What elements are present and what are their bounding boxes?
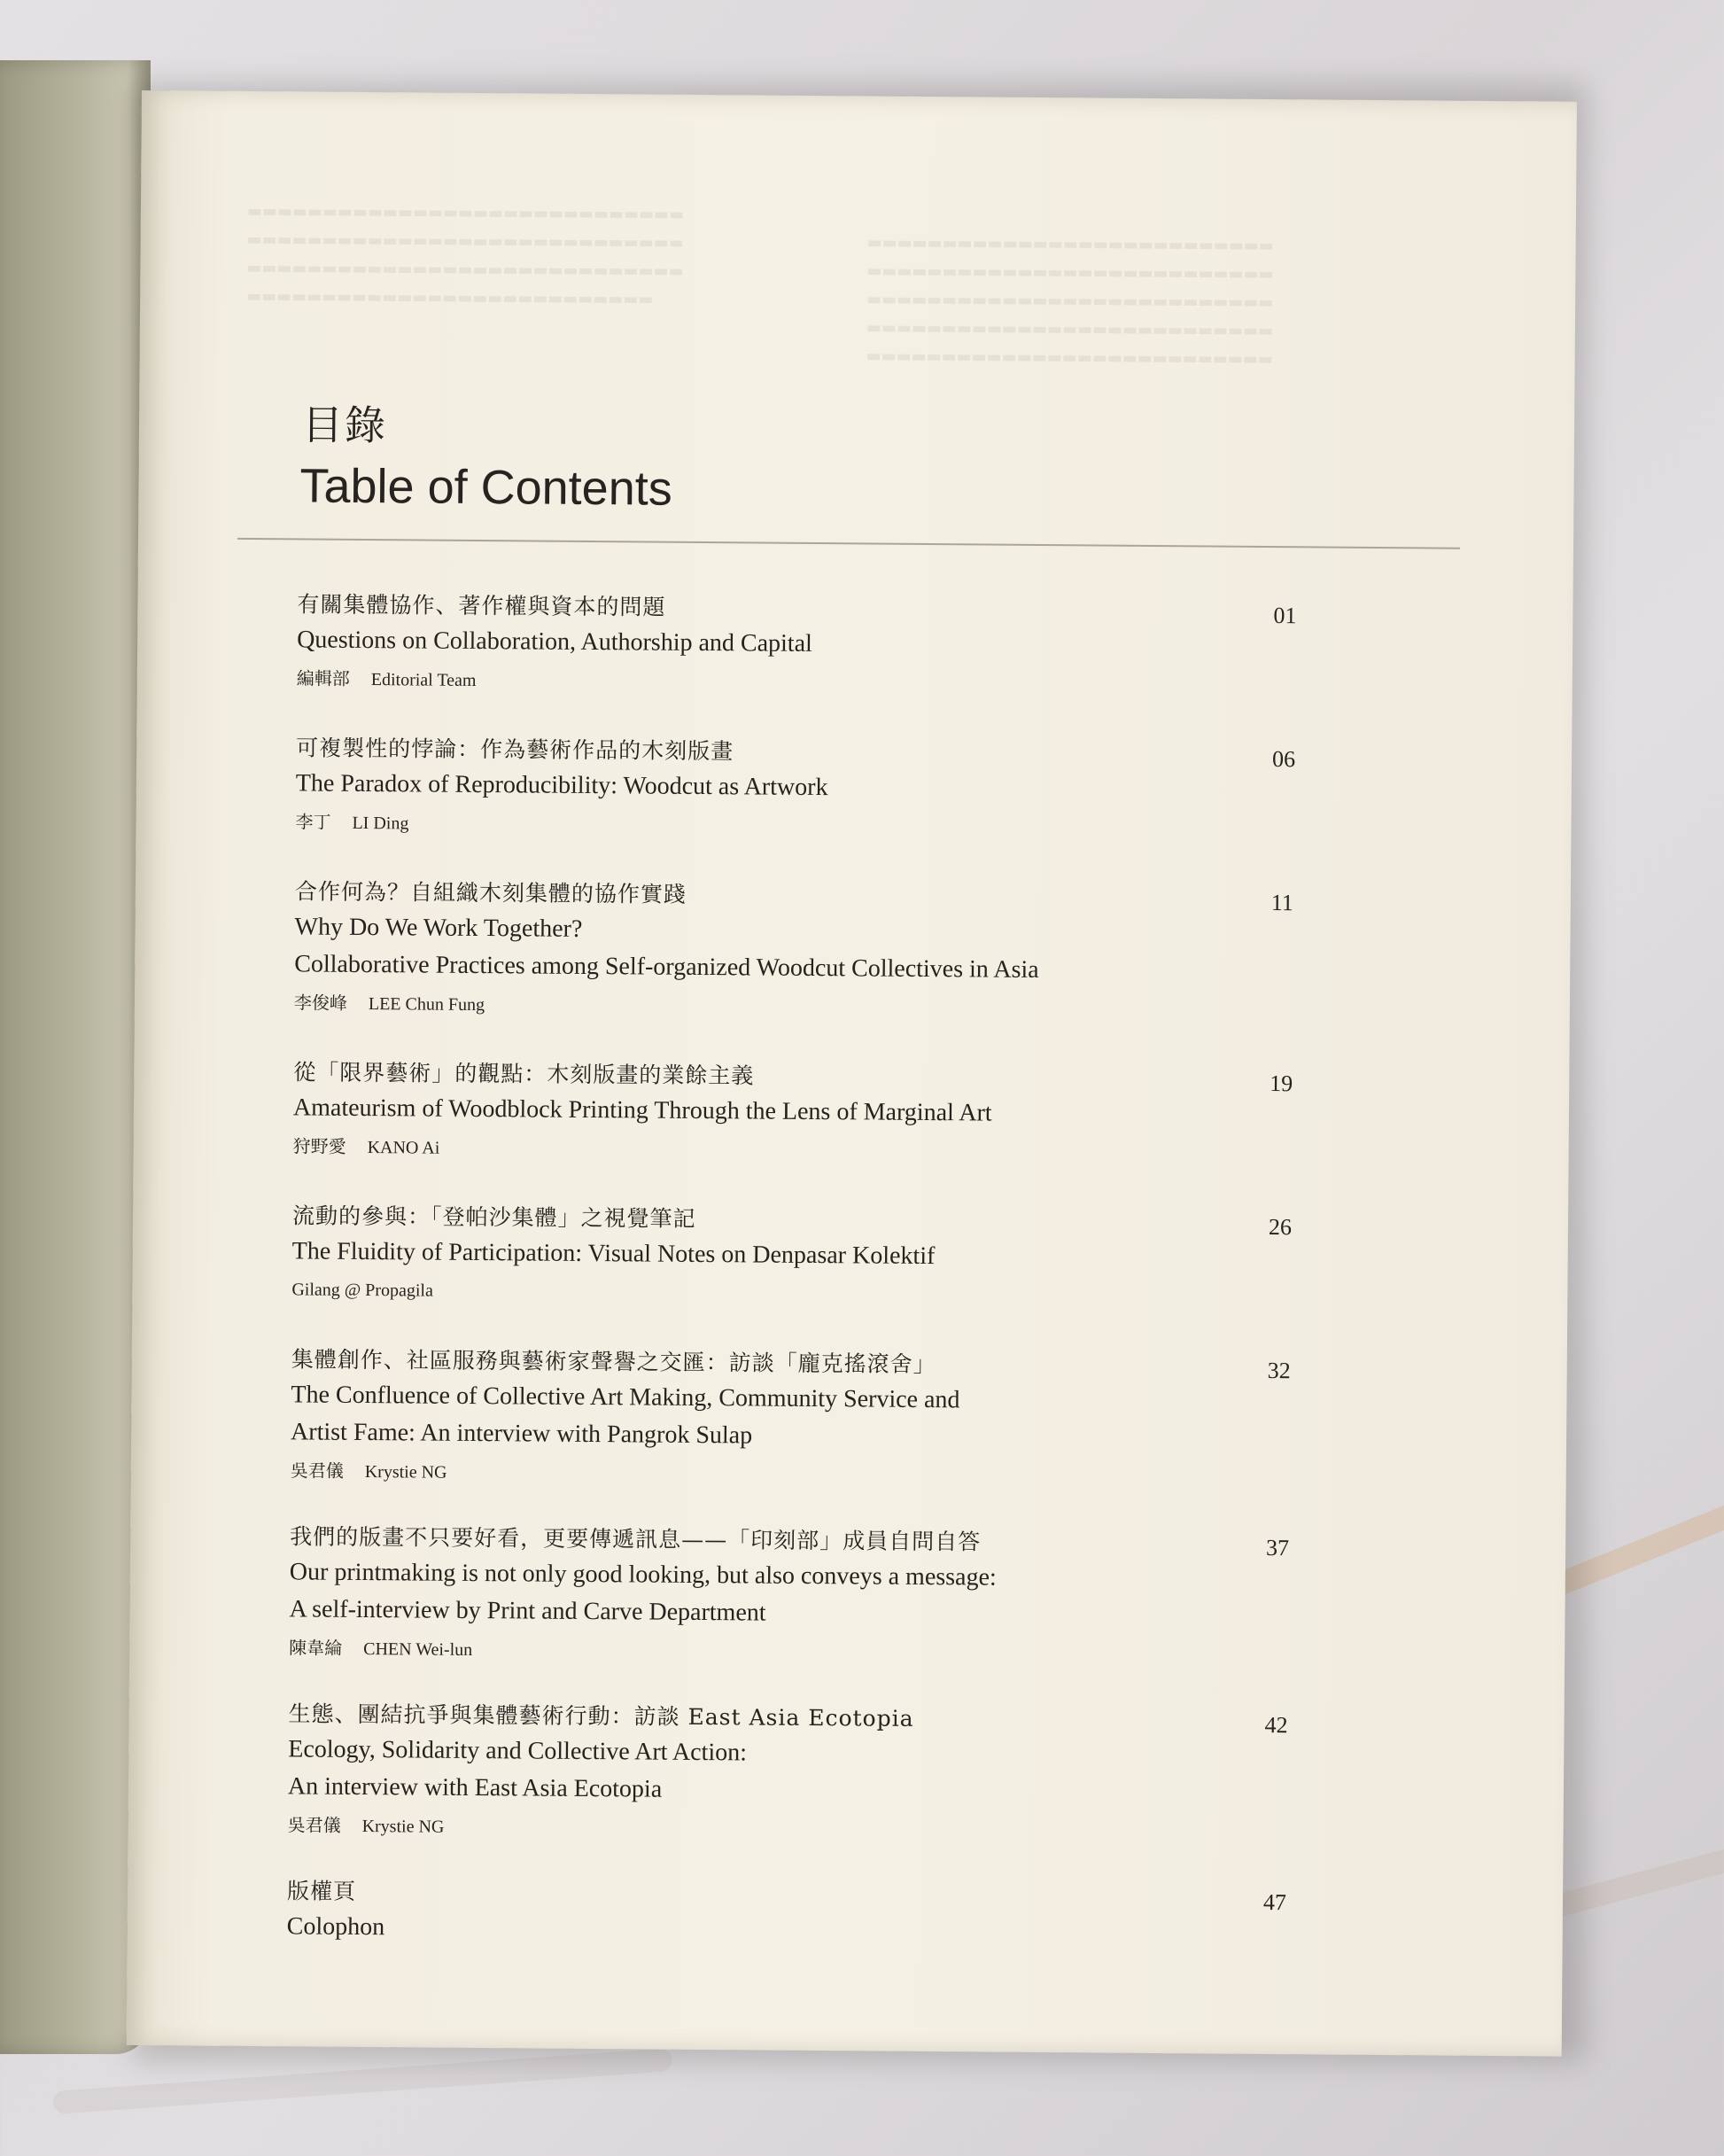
- entry-title-english: The Fluidity of Participation: Visual Notes on Denpasar Kolektif: [291, 1237, 936, 1271]
- toc-entry[interactable]: [295, 731, 1412, 847]
- entry-page-number: 01: [1273, 603, 1297, 629]
- toc-entry[interactable]: [287, 1697, 1404, 1850]
- entry-title-english-line2: Artist Fame: An interview with Pangrok Sulap: [290, 1418, 753, 1450]
- entry-page-number: 32: [1267, 1358, 1291, 1384]
- entry-author: [292, 1130, 1409, 1171]
- author-name-chinese: 李丁: [295, 811, 331, 833]
- entry-title-chinese: 流動的參與：「登帕沙集體」之視覺筆記: [291, 1203, 696, 1232]
- entry-title-english-line2: A self-interview by Print and Carve Department: [289, 1595, 766, 1627]
- entry-author: [297, 662, 1413, 704]
- author-name-english: LEE Chun Fung: [368, 994, 485, 1016]
- author-name-english: Gilang @ Propagila: [291, 1280, 433, 1301]
- entry-title-english: Ecology, Solidarity and Collective Art Action:: [288, 1735, 748, 1767]
- entry-title-chinese: 我們的版畫不只要好看，更要傳遞訊息——「印刻部」成員自問自答: [290, 1523, 982, 1555]
- entry-title-english: Amateurism of Woodblock Printing Through the Lens of Marginal Art: [292, 1094, 992, 1127]
- magazine-page: [127, 90, 1577, 2057]
- entry-author: [291, 1454, 1407, 1496]
- entry-title-chinese: 集體創作、社區服務與藝術家聲譽之交匯：訪談「龐克搖滾舍」: [291, 1346, 936, 1378]
- entry-page-number: 37: [1266, 1535, 1290, 1561]
- author-name-english: Krystie NG: [364, 1462, 447, 1483]
- toc-entry[interactable]: [291, 1199, 1409, 1314]
- bleed-through-text: ▬▬▬▬▬▬▬▬▬▬▬▬▬▬▬▬▬▬▬▬▬▬▬▬▬▬▬▬▬ ▬▬▬▬▬▬▬▬▬▬▬▬▬▬▬▬▬▬▬▬▬▬▬▬▬▬▬▬▬ ▬▬▬▬▬▬▬▬▬▬▬▬▬▬▬▬▬▬▬▬▬▬▬▬▬▬▬▬▬ ▬▬▬▬▬▬▬▬▬▬▬▬▬▬▬▬▬▬▬▬▬▬▬▬▬▬▬: [246, 201, 685, 309]
- author-name-chinese: 李俊峰: [293, 992, 348, 1014]
- entry-title-english: Colophon: [286, 1912, 385, 1942]
- bleed-through-text: ▬▬▬▬▬▬▬▬▬▬▬▬▬▬▬▬▬▬▬▬▬▬▬▬▬▬▬ ▬▬▬▬▬▬▬▬▬▬▬▬▬▬▬▬▬▬▬▬▬▬▬▬▬▬▬ ▬▬▬▬▬▬▬▬▬▬▬▬▬▬▬▬▬▬▬▬▬▬▬▬▬▬▬ ▬▬▬▬▬▬▬▬▬▬▬▬▬▬▬▬▬▬▬▬▬▬▬▬▬▬▬ ▬▬▬▬▬▬▬▬▬▬▬▬▬▬▬▬▬▬▬▬▬▬▬▬▬▬▬: [866, 233, 1274, 370]
- author-name-chinese: 吳君儀: [290, 1459, 344, 1482]
- entry-page-number: 47: [1262, 1889, 1287, 1916]
- toc-entry[interactable]: [287, 1874, 1404, 1954]
- entry-page-number: 06: [1271, 746, 1296, 773]
- author-name-chinese: 吳君儀: [287, 1814, 341, 1836]
- entry-title-chinese: 有關集體協作、著作權與資本的問題: [297, 591, 666, 620]
- entry-title-english: The Paradox of Reproducibility: Woodcut as Artwork: [295, 769, 828, 802]
- entry-page-number: 42: [1264, 1712, 1288, 1739]
- toc-entry[interactable]: [289, 1520, 1406, 1673]
- entry-title-english: The Confluence of Collective Art Making, Community Service and: [291, 1381, 960, 1414]
- toc-entry[interactable]: [291, 1343, 1408, 1496]
- heading-divider: [237, 538, 1460, 549]
- toc-title-english: Table of Contents: [299, 459, 673, 516]
- entry-author: [291, 1273, 1408, 1314]
- entry-title-english-line2: An interview with East Asia Ecotopia: [287, 1772, 663, 1803]
- toc-entry[interactable]: [294, 875, 1411, 1028]
- author-name-english: Krystie NG: [361, 1817, 445, 1837]
- entry-author: [294, 986, 1410, 1028]
- toc-title-chinese: 目錄: [301, 401, 388, 450]
- author-name-chinese: 狩野愛: [292, 1135, 346, 1157]
- entry-title-chinese: 可複製性的悖論：作為藝術作品的木刻版畫: [296, 735, 734, 765]
- author-name-english: CHEN Wei-lun: [363, 1639, 473, 1660]
- entry-title-chinese: 版權頁: [286, 1878, 357, 1904]
- author-name-english: Editorial Team: [370, 670, 477, 690]
- author-name-chinese: 陳韋綸: [289, 1637, 343, 1659]
- entry-author: [295, 806, 1411, 847]
- entry-author: [287, 1809, 1403, 1850]
- entry-page-number: 11: [1270, 890, 1294, 916]
- entry-page-number: 19: [1270, 1070, 1293, 1097]
- author-name-english: LI Ding: [352, 813, 409, 834]
- entry-author: [289, 1631, 1405, 1673]
- author-name-english: KANO Ai: [367, 1138, 440, 1158]
- toc-entry[interactable]: [292, 1055, 1409, 1171]
- toc-entry[interactable]: [297, 588, 1414, 704]
- entry-title-english: Questions on Collaboration, Authorship and Capital: [297, 626, 812, 658]
- entry-title-chinese: 生態、團結抗爭與集體藝術行動：訪談 East Asia Ecotopia: [288, 1701, 914, 1732]
- entry-title-chinese: 合作何為？自組織木刻集體的協作實踐: [294, 878, 687, 907]
- entry-title-chinese: 從「限界藝術」的觀點：木刻版畫的業餘主義: [293, 1059, 755, 1089]
- entry-title-english: Our printmaking is not only good looking, but also conveys a message:: [289, 1558, 997, 1592]
- entry-title-english-line2: Collaborative Practices among Self-organized Woodcut Collectives in Asia: [294, 950, 1039, 984]
- entry-page-number: 26: [1268, 1214, 1293, 1241]
- author-name-chinese: 編輯部: [296, 667, 350, 689]
- entry-title-english: Why Do We Work Together?: [294, 913, 583, 943]
